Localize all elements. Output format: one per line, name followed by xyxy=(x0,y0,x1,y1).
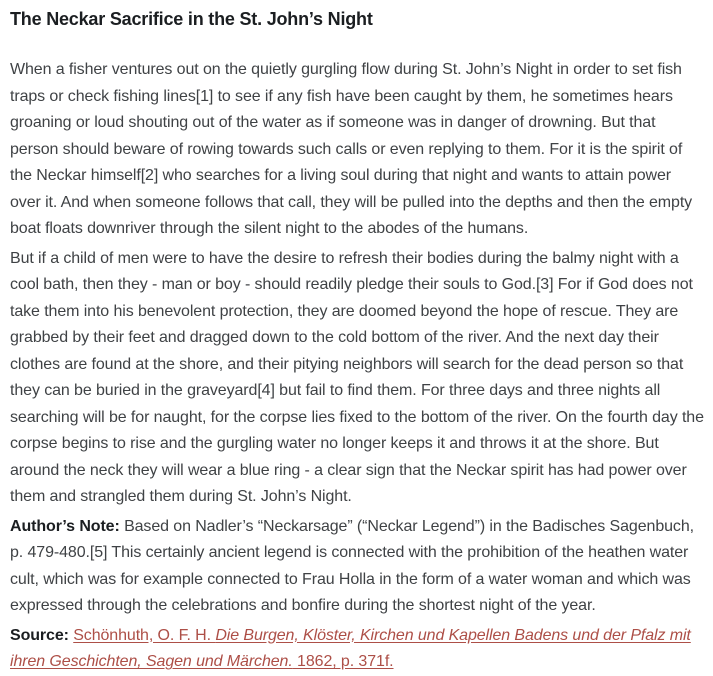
source-citation-link[interactable] xyxy=(10,627,691,671)
page-title: The Neckar Sacrifice in the St. John’s Night xyxy=(10,9,373,29)
source-citation-book-title: Die Burgen, Klöster, Kirchen und Kapellen Badens und der Pfalz mit ihren Geschichten, Sagen und Märchen. xyxy=(10,626,691,670)
authors-note xyxy=(10,514,705,620)
authors-note-text: Based on Nadler’s “Neckarsage” (“Neckar Legend”) in the Badisches Sagenbuch, p. 479-480.[5] This certainly ancient legend is connected with the prohibition of the heathen water cult, which was for example connected to Frau Holla in the form of a water woman and which was expressed through the celebrations and bonfire during the shortest night of the year. xyxy=(10,517,694,614)
story-paragraph-2: But if a child of men were to have the desire to refresh their bodies during the balmy night with a cool bath, then they - man or boy - should readily pledge their souls to God.[3] For if God does not take them into his benevolent protection, they are doomed beyond the hope of rescue. They are grabbed by their feet and dragged down to the cold bottom of the river. And the next day their clothes are found at the shore, and their pitying neighbors will search for the dead person so that they can be buried in the graveyard[4] but fail to find them. For three days and three nights all searching will be for naught, for the corpse lies fixed to the bottom of the river. On the fourth day the corpse begins to rise and the gurgling water no longer keeps it and throws it at the shore. But around the neck they will wear a blue ring - a clear sign that the Neckar spirit has had power over them and strangled them during St. John’s Night. xyxy=(10,249,704,505)
story-paragraph-1: When a fisher ventures out on the quietly gurgling flow during St. John’s Night in order to set fish traps or check fishing lines[1] to see if any fish have been caught by them, he sometimes hears groaning or loud shouting out of the water as if someone was in danger of drowning. But that person should beware of rowing towards such calls or even replying to them. For it is the spirit of the Neckar himself[2] who searches for a living soul during that night and wants to attain power over it. And when someone follows that call, they will be pulled into the depths and then the empty boat floats downriver through the silent night to the abodes of the humans. xyxy=(10,61,693,237)
source-line xyxy=(10,623,705,676)
authors-note-label: Author’s Note: xyxy=(10,517,120,535)
source-citation-author: Schönhuth, O. F. H. xyxy=(73,626,216,644)
source-citation-year-page: 1862, p. 371f. xyxy=(292,653,394,670)
source-label: Source: xyxy=(10,626,69,644)
